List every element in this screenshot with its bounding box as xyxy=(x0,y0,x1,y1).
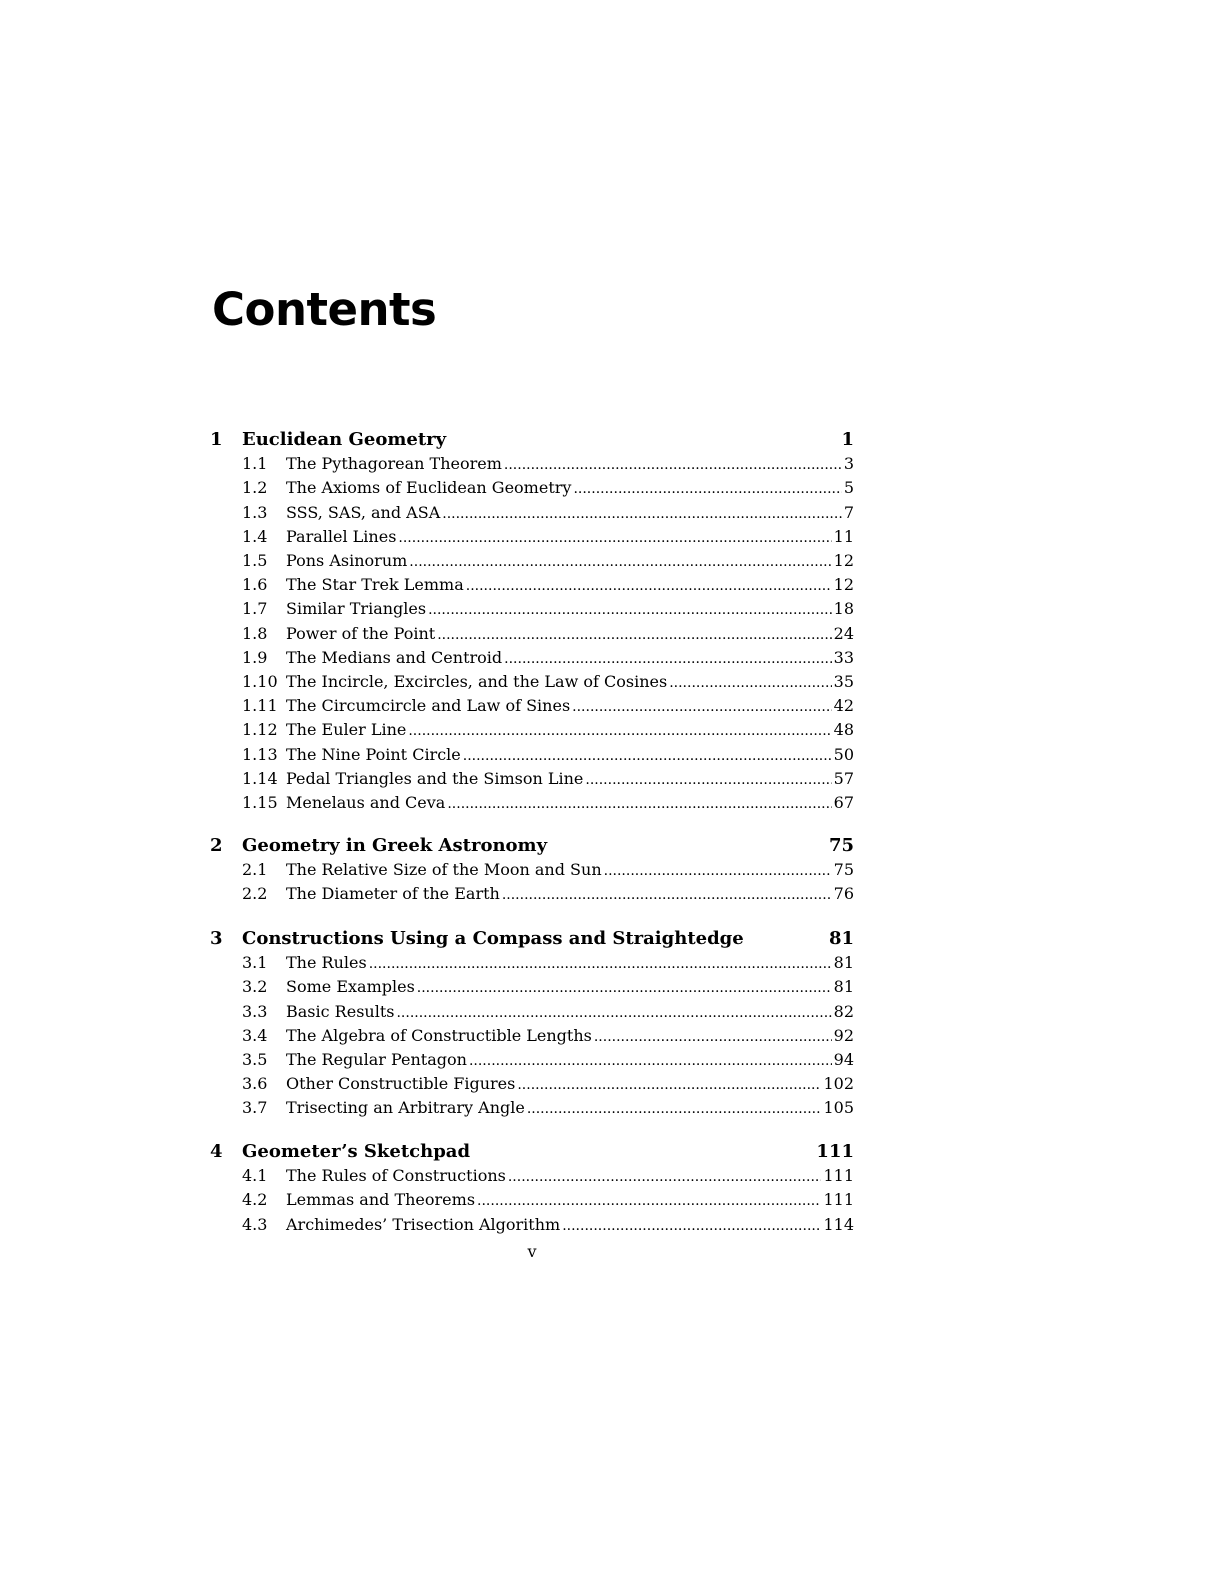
section-page: 81 xyxy=(833,977,854,997)
chapter-number: 2 xyxy=(210,835,223,856)
section-entry[interactable] xyxy=(242,622,854,646)
dot-leader xyxy=(527,1097,822,1121)
section-page: 114 xyxy=(823,1214,854,1234)
section-number: 1.1 xyxy=(242,454,268,474)
dot-leader xyxy=(466,574,832,598)
section-entry[interactable] xyxy=(242,501,854,525)
section-title: The Star Trek Lemma xyxy=(286,575,464,595)
section-number: 2.1 xyxy=(242,860,268,880)
dot-leader xyxy=(442,502,842,526)
chapter-number: 4 xyxy=(210,1141,223,1162)
chapter-entry[interactable] xyxy=(210,1140,854,1164)
section-number: 1.11 xyxy=(242,696,278,716)
chapter-page: 81 xyxy=(828,928,854,949)
section-entry[interactable] xyxy=(242,549,854,573)
chapter-page: 75 xyxy=(828,835,854,856)
section-title: The Relative Size of the Moon and Sun xyxy=(286,860,602,880)
section-number: 3.3 xyxy=(242,1001,268,1021)
dot-leader xyxy=(669,671,831,695)
section-title: The Incircle, Excircles, and the Law of Cosines xyxy=(286,672,668,691)
chapter-title: Geometer’s Sketchpad xyxy=(242,1141,471,1162)
section-page: 12 xyxy=(833,551,854,570)
dot-leader xyxy=(504,453,842,477)
section-page: 67 xyxy=(833,793,854,812)
chapter-title: Geometry in Greek Astronomy xyxy=(242,835,548,856)
section-number: 1.5 xyxy=(242,551,268,570)
section-number: 4.3 xyxy=(242,1214,268,1234)
section-page: 102 xyxy=(823,1074,854,1094)
section-entry[interactable] xyxy=(242,1024,854,1048)
section-entry[interactable] xyxy=(242,476,854,500)
dot-leader xyxy=(409,550,831,574)
section-page: 111 xyxy=(823,1166,854,1186)
section-title: Lemmas and Theorems xyxy=(286,1190,476,1210)
chapter-number: 3 xyxy=(210,928,223,949)
section-entry[interactable] xyxy=(242,975,854,999)
section-number: 1.13 xyxy=(242,744,278,764)
section-number: 1.12 xyxy=(242,720,278,740)
dot-leader xyxy=(604,859,832,883)
dot-leader xyxy=(447,792,831,816)
section-title: The Regular Pentagon xyxy=(286,1050,467,1069)
section-entry[interactable] xyxy=(242,718,854,742)
section-number: 1.7 xyxy=(242,599,268,619)
section-entry[interactable] xyxy=(242,1213,854,1237)
dot-leader xyxy=(437,623,831,647)
section-entry[interactable] xyxy=(242,791,854,815)
page-title: Contents xyxy=(212,283,437,336)
section-entry[interactable] xyxy=(242,1072,854,1096)
dot-leader xyxy=(408,719,831,743)
section-title: Menelaus and Ceva xyxy=(286,793,446,812)
chapter-entry[interactable] xyxy=(210,428,854,452)
dot-leader xyxy=(594,1025,832,1049)
chapter-page: 111 xyxy=(816,1141,854,1162)
dot-leader xyxy=(572,695,831,719)
dot-leader xyxy=(504,647,832,671)
dot-leader xyxy=(417,976,832,1000)
dot-leader xyxy=(396,1001,831,1025)
section-entry[interactable] xyxy=(242,452,854,476)
section-number: 1.3 xyxy=(242,502,268,522)
section-entry[interactable] xyxy=(242,767,854,791)
section-title: The Nine Point Circle xyxy=(286,744,461,764)
section-page: 48 xyxy=(833,720,854,740)
section-number: 1.2 xyxy=(242,478,268,498)
dot-leader xyxy=(398,526,831,550)
section-title: Trisecting an Arbitrary Angle xyxy=(286,1098,525,1118)
section-page: 33 xyxy=(833,647,854,667)
section-number: 4.2 xyxy=(242,1190,268,1210)
dot-leader xyxy=(517,1073,821,1097)
section-title: Other Constructible Figures xyxy=(286,1074,516,1094)
section-page: 42 xyxy=(833,696,854,716)
section-title: The Rules of Constructions xyxy=(286,1166,506,1186)
section-entry[interactable] xyxy=(242,597,854,621)
section-entry[interactable] xyxy=(242,743,854,767)
section-number: 1.4 xyxy=(242,526,268,546)
dot-leader xyxy=(502,883,832,907)
dot-leader xyxy=(573,477,841,501)
section-title: Basic Results xyxy=(286,1001,395,1021)
section-page: 11 xyxy=(833,526,854,546)
section-number: 4.1 xyxy=(242,1166,268,1186)
chapter-entry[interactable] xyxy=(210,834,854,858)
section-number: 1.9 xyxy=(242,647,268,667)
section-number: 3.4 xyxy=(242,1025,268,1045)
section-title: Archimedes’ Trisection Algorithm xyxy=(286,1214,561,1234)
section-page: 35 xyxy=(833,672,854,691)
section-title: SSS, SAS, and ASA xyxy=(286,502,441,522)
chapter-number: 1 xyxy=(210,429,223,450)
section-entry[interactable] xyxy=(242,525,854,549)
section-page: 75 xyxy=(833,860,854,880)
section-title: The Axioms of Euclidean Geometry xyxy=(286,478,572,498)
section-entry[interactable] xyxy=(242,573,854,597)
section-entry[interactable] xyxy=(242,1048,854,1072)
section-title: Some Examples xyxy=(286,977,415,997)
section-number: 1.14 xyxy=(242,768,278,788)
section-page: 50 xyxy=(833,744,854,764)
section-page: 57 xyxy=(833,768,854,788)
section-entry[interactable] xyxy=(242,694,854,718)
section-number: 3.2 xyxy=(242,977,268,997)
section-page: 5 xyxy=(843,478,854,498)
dot-leader xyxy=(428,598,832,622)
chapter-title: Euclidean Geometry xyxy=(242,429,447,450)
dot-leader xyxy=(508,1165,822,1189)
section-page: 76 xyxy=(833,884,854,904)
section-title: Power of the Point xyxy=(286,623,436,643)
section-number: 3.1 xyxy=(242,953,268,973)
section-page: 111 xyxy=(823,1190,854,1210)
section-entry[interactable] xyxy=(242,1164,854,1188)
section-number: 3.7 xyxy=(242,1098,268,1118)
dot-leader xyxy=(469,1049,832,1073)
section-number: 1.8 xyxy=(242,623,268,643)
section-number: 1.6 xyxy=(242,575,268,595)
section-entry[interactable] xyxy=(242,1188,854,1212)
section-entry[interactable] xyxy=(242,646,854,670)
section-entry[interactable] xyxy=(242,858,854,882)
dot-leader xyxy=(585,768,831,792)
chapter-title: Constructions Using a Compass and Straightedge xyxy=(242,928,744,949)
section-entry[interactable] xyxy=(242,1096,854,1120)
section-page: 81 xyxy=(833,953,854,973)
dot-leader xyxy=(463,744,832,768)
section-title: The Rules xyxy=(286,953,367,973)
section-page: 3 xyxy=(843,454,854,474)
section-title: Parallel Lines xyxy=(286,526,397,546)
section-entry[interactable] xyxy=(242,951,854,975)
section-title: The Medians and Centroid xyxy=(286,647,503,667)
section-number: 1.15 xyxy=(242,793,278,812)
section-title: The Euler Line xyxy=(286,720,407,740)
section-page: 24 xyxy=(833,623,854,643)
section-number: 2.2 xyxy=(242,884,268,904)
page-number: v xyxy=(527,1242,537,1261)
dot-leader xyxy=(477,1189,821,1213)
section-page: 94 xyxy=(833,1050,854,1069)
section-page: 92 xyxy=(833,1025,854,1045)
section-number: 3.5 xyxy=(242,1050,268,1069)
section-entry[interactable] xyxy=(242,670,854,694)
section-number: 3.6 xyxy=(242,1074,268,1094)
section-page: 18 xyxy=(833,599,854,619)
section-title: The Circumcircle and Law of Sines xyxy=(286,696,571,716)
section-title: The Diameter of the Earth xyxy=(286,884,500,904)
section-page: 7 xyxy=(843,502,854,522)
chapter-page: 1 xyxy=(841,429,854,450)
dot-leader xyxy=(369,952,832,976)
section-page: 82 xyxy=(833,1001,854,1021)
section-title: Pons Asinorum xyxy=(286,551,408,570)
chapter-entry[interactable] xyxy=(210,927,854,951)
section-page: 12 xyxy=(833,575,854,595)
section-entry[interactable] xyxy=(242,882,854,906)
section-number: 1.10 xyxy=(242,672,278,691)
section-entry[interactable] xyxy=(242,1000,854,1024)
section-title: Similar Triangles xyxy=(286,599,427,619)
section-title: The Algebra of Constructible Lengths xyxy=(286,1025,592,1045)
section-page: 105 xyxy=(823,1098,854,1118)
section-title: The Pythagorean Theorem xyxy=(286,454,502,474)
dot-leader xyxy=(562,1214,821,1238)
section-title: Pedal Triangles and the Simson Line xyxy=(286,768,584,788)
